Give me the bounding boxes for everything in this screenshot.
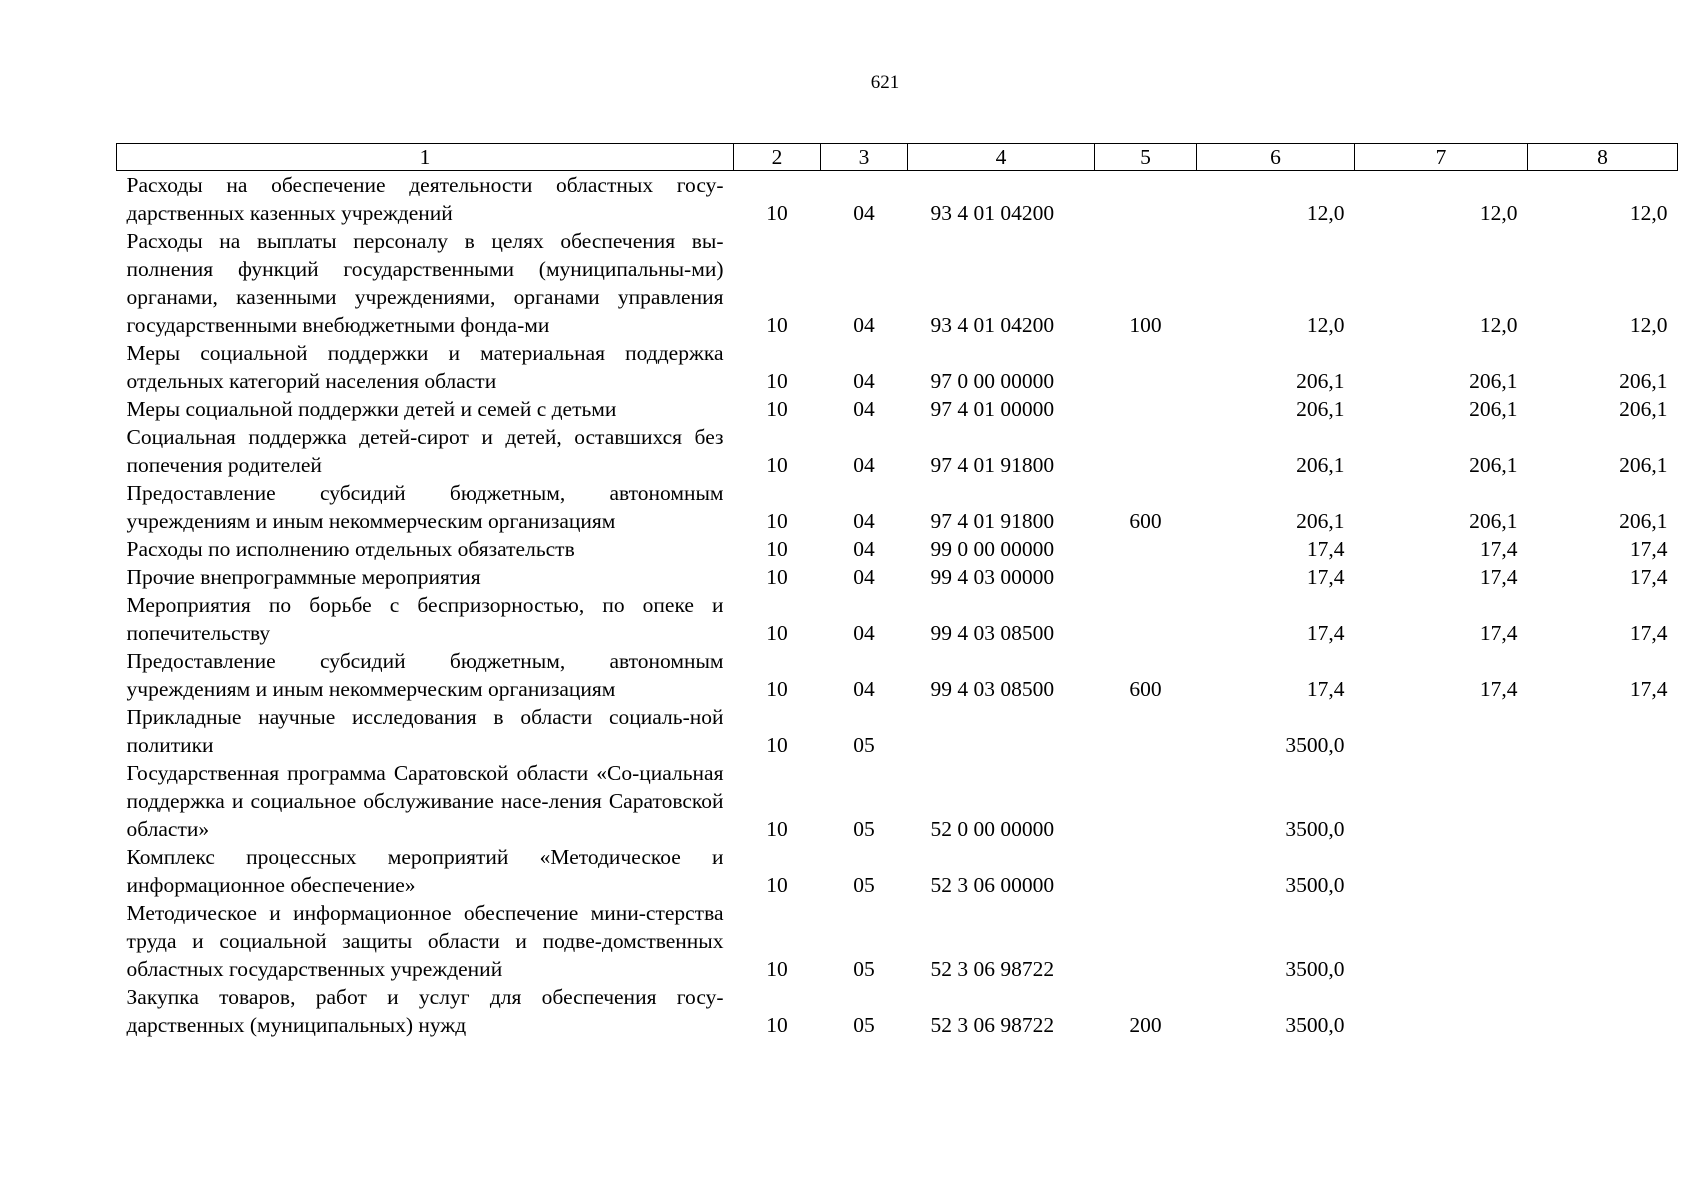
row-value-col6-cell: 206,1 [1296, 453, 1345, 477]
row-value-col6-cell: 3500,0 [1285, 1013, 1345, 1037]
row-subsection-cell: 05 [853, 733, 875, 757]
table-row [117, 703, 1678, 759]
row-subsection-cell: 05 [853, 817, 875, 841]
row-target-article-cell: 99 4 03 08500 [930, 677, 1055, 701]
row-name-cell: Предоставление субсидий бюджетным, автономным учреждениям и иным некоммерческим организациям [126, 649, 724, 701]
row-name-cell: Меры социальной поддержки детей и семей с детьми [126, 397, 617, 421]
header-col-6: 6 [1197, 144, 1355, 171]
row-name-cell: Прикладные научные исследования в области социаль-ной политики [126, 705, 724, 757]
row-name-cell: Меры социальной поддержки и материальная поддержка отдельных категорий населения области [126, 341, 724, 393]
row-section-cell: 10 [766, 453, 788, 477]
header-row [117, 144, 1678, 171]
table-row [117, 843, 1678, 899]
row-value-col8-cell: 206,1 [1619, 369, 1668, 393]
row-expense-type-cell [1095, 395, 1197, 423]
row-target-article-cell [908, 703, 1095, 759]
row-subsection-cell: 04 [853, 313, 875, 337]
row-section-cell: 10 [766, 677, 788, 701]
row-expense-type-cell [1095, 899, 1197, 983]
row-subsection-cell: 05 [853, 1013, 875, 1037]
row-value-col7-cell [1355, 703, 1528, 759]
header-col-5: 5 [1095, 144, 1197, 171]
row-section-cell: 10 [766, 1013, 788, 1037]
row-section-cell: 10 [766, 565, 788, 589]
row-subsection-cell: 04 [853, 201, 875, 225]
row-value-col6-cell: 3500,0 [1285, 733, 1345, 757]
row-value-col8-cell [1528, 843, 1678, 899]
header-col-3: 3 [821, 144, 908, 171]
table-row [117, 983, 1678, 1039]
row-expense-type-cell [1095, 843, 1197, 899]
row-expense-type-cell [1095, 339, 1197, 395]
row-expense-type-cell [1095, 591, 1197, 647]
row-value-col8-cell: 17,4 [1629, 565, 1668, 589]
row-section-cell: 10 [766, 817, 788, 841]
row-section-cell: 10 [766, 957, 788, 981]
row-subsection-cell: 05 [853, 873, 875, 897]
table-row [117, 171, 1678, 228]
header-col-4: 4 [908, 144, 1095, 171]
row-value-col6-cell: 12,0 [1306, 313, 1345, 337]
row-subsection-cell: 04 [853, 397, 875, 421]
row-name-cell: Расходы по исполнению отдельных обязательств [126, 537, 575, 561]
table-row [117, 339, 1678, 395]
row-value-col8-cell: 206,1 [1619, 509, 1668, 533]
row-subsection-cell: 04 [853, 677, 875, 701]
row-section-cell: 10 [766, 313, 788, 337]
row-name-cell: Расходы на выплаты персоналу в целях обеспечения вы-полнения функций государственными (муниципальны-ми) органами, казенными учреждениями, органами управления государственными внебюджетными фонда-ми [126, 229, 724, 337]
row-value-col6-cell: 206,1 [1296, 369, 1345, 393]
row-value-col8-cell: 17,4 [1629, 621, 1668, 645]
row-expense-type-cell [1095, 703, 1197, 759]
header-col-2: 2 [734, 144, 821, 171]
row-target-article-cell: 99 4 03 00000 [930, 565, 1055, 589]
budget-table [116, 143, 1678, 1039]
row-value-col7-cell: 206,1 [1469, 369, 1518, 393]
row-value-col6-cell: 206,1 [1296, 509, 1345, 533]
row-expense-type-cell: 600 [1129, 509, 1162, 533]
table-row [117, 395, 1678, 423]
row-name-cell: Предоставление субсидий бюджетным, автономным учреждениям и иным некоммерческим организациям [126, 481, 724, 533]
row-expense-type-cell [1095, 171, 1197, 228]
row-value-col7-cell: 206,1 [1469, 397, 1518, 421]
row-value-col8-cell [1528, 703, 1678, 759]
table-row [117, 535, 1678, 563]
row-name-cell: Методическое и информационное обеспечение мини-стерства труда и социальной защиты области и подве-домственных областных государственных учреждений [126, 901, 724, 981]
row-value-col6-cell: 17,4 [1306, 565, 1345, 589]
row-value-col8-cell: 12,0 [1629, 313, 1668, 337]
row-target-article-cell: 52 3 06 00000 [930, 873, 1055, 897]
row-subsection-cell: 04 [853, 537, 875, 561]
page-number: 621 [870, 72, 900, 93]
table-row [117, 227, 1678, 339]
row-value-col7-cell: 17,4 [1479, 677, 1518, 701]
row-value-col8-cell: 206,1 [1619, 453, 1668, 477]
row-target-article-cell: 99 4 03 08500 [930, 621, 1055, 645]
row-target-article-cell: 97 4 01 00000 [930, 397, 1055, 421]
row-value-col7-cell: 206,1 [1469, 453, 1518, 477]
row-value-col8-cell [1528, 983, 1678, 1039]
row-subsection-cell: 04 [853, 565, 875, 589]
row-target-article-cell: 93 4 01 04200 [930, 313, 1055, 337]
row-subsection-cell: 04 [853, 621, 875, 645]
row-target-article-cell: 52 0 00 00000 [930, 817, 1055, 841]
row-section-cell: 10 [766, 397, 788, 421]
row-expense-type-cell [1095, 423, 1197, 479]
row-section-cell: 10 [766, 537, 788, 561]
row-target-article-cell: 99 0 00 00000 [930, 537, 1055, 561]
row-section-cell: 10 [766, 201, 788, 225]
row-value-col8-cell: 12,0 [1629, 201, 1668, 225]
row-value-col6-cell: 206,1 [1296, 397, 1345, 421]
row-subsection-cell: 04 [853, 509, 875, 533]
row-expense-type-cell [1095, 759, 1197, 843]
row-value-col6-cell: 3500,0 [1285, 957, 1345, 981]
header-col-1: 1 [117, 144, 734, 171]
row-value-col7-cell: 206,1 [1469, 509, 1518, 533]
row-value-col8-cell: 17,4 [1629, 537, 1668, 561]
row-target-article-cell: 97 4 01 91800 [930, 509, 1055, 533]
row-name-cell: Социальная поддержка детей-сирот и детей, оставшихся без попечения родителей [126, 425, 724, 477]
row-name-cell: Закупка товаров, работ и услуг для обеспечения госу-дарственных (муниципальных) нужд [126, 985, 724, 1037]
row-subsection-cell: 05 [853, 957, 875, 981]
row-value-col6-cell: 12,0 [1306, 201, 1345, 225]
row-target-article-cell: 97 4 01 91800 [930, 453, 1055, 477]
row-value-col7-cell [1355, 899, 1528, 983]
table-row [117, 899, 1678, 983]
row-subsection-cell: 04 [853, 369, 875, 393]
row-value-col8-cell: 206,1 [1619, 397, 1668, 421]
row-subsection-cell: 04 [853, 453, 875, 477]
header-col-8: 8 [1528, 144, 1678, 171]
row-expense-type-cell [1095, 535, 1197, 563]
row-expense-type-cell: 100 [1129, 313, 1162, 337]
row-section-cell: 10 [766, 733, 788, 757]
row-expense-type-cell [1095, 563, 1197, 591]
table-row [117, 647, 1678, 703]
row-name-cell: Комплекс процессных мероприятий «Методическое и информационное обеспечение» [126, 845, 724, 897]
row-value-col8-cell [1528, 759, 1678, 843]
row-value-col6-cell: 17,4 [1306, 677, 1345, 701]
row-name-cell: Мероприятия по борьбе с беспризорностью, по опеке и попечительству [126, 593, 724, 645]
table-row [117, 591, 1678, 647]
row-value-col8-cell [1528, 899, 1678, 983]
table-row [117, 479, 1678, 535]
row-target-article-cell: 93 4 01 04200 [930, 201, 1055, 225]
row-value-col7-cell: 17,4 [1479, 621, 1518, 645]
row-section-cell: 10 [766, 621, 788, 645]
row-value-col8-cell: 17,4 [1629, 677, 1668, 701]
row-target-article-cell: 97 0 00 00000 [930, 369, 1055, 393]
table-row [117, 759, 1678, 843]
row-expense-type-cell: 200 [1129, 1013, 1162, 1037]
row-name-cell: Государственная программа Саратовской области «Со-циальная поддержка и социальное обслуживание насе-ления Саратовской области» [126, 761, 724, 841]
row-name-cell: Прочие внепрограммные мероприятия [126, 565, 481, 589]
row-section-cell: 10 [766, 369, 788, 393]
row-section-cell: 10 [766, 873, 788, 897]
row-value-col7-cell: 12,0 [1479, 201, 1518, 225]
row-value-col7-cell: 17,4 [1479, 537, 1518, 561]
row-value-col6-cell: 17,4 [1306, 621, 1345, 645]
table-row [117, 563, 1678, 591]
row-value-col6-cell: 17,4 [1306, 537, 1345, 561]
row-value-col7-cell [1355, 843, 1528, 899]
header-col-7: 7 [1355, 144, 1528, 171]
row-value-col7-cell [1355, 983, 1528, 1039]
row-value-col6-cell: 3500,0 [1285, 817, 1345, 841]
row-target-article-cell: 52 3 06 98722 [930, 1013, 1055, 1037]
table-row [117, 423, 1678, 479]
row-value-col7-cell [1355, 759, 1528, 843]
table-body [117, 171, 1678, 1040]
row-section-cell: 10 [766, 509, 788, 533]
row-value-col6-cell: 3500,0 [1285, 873, 1345, 897]
row-value-col7-cell: 17,4 [1479, 565, 1518, 589]
row-value-col7-cell: 12,0 [1479, 313, 1518, 337]
row-name-cell: Расходы на обеспечение деятельности областных госу-дарственных казенных учреждений [126, 173, 724, 225]
row-target-article-cell: 52 3 06 98722 [930, 957, 1055, 981]
row-expense-type-cell: 600 [1129, 677, 1162, 701]
